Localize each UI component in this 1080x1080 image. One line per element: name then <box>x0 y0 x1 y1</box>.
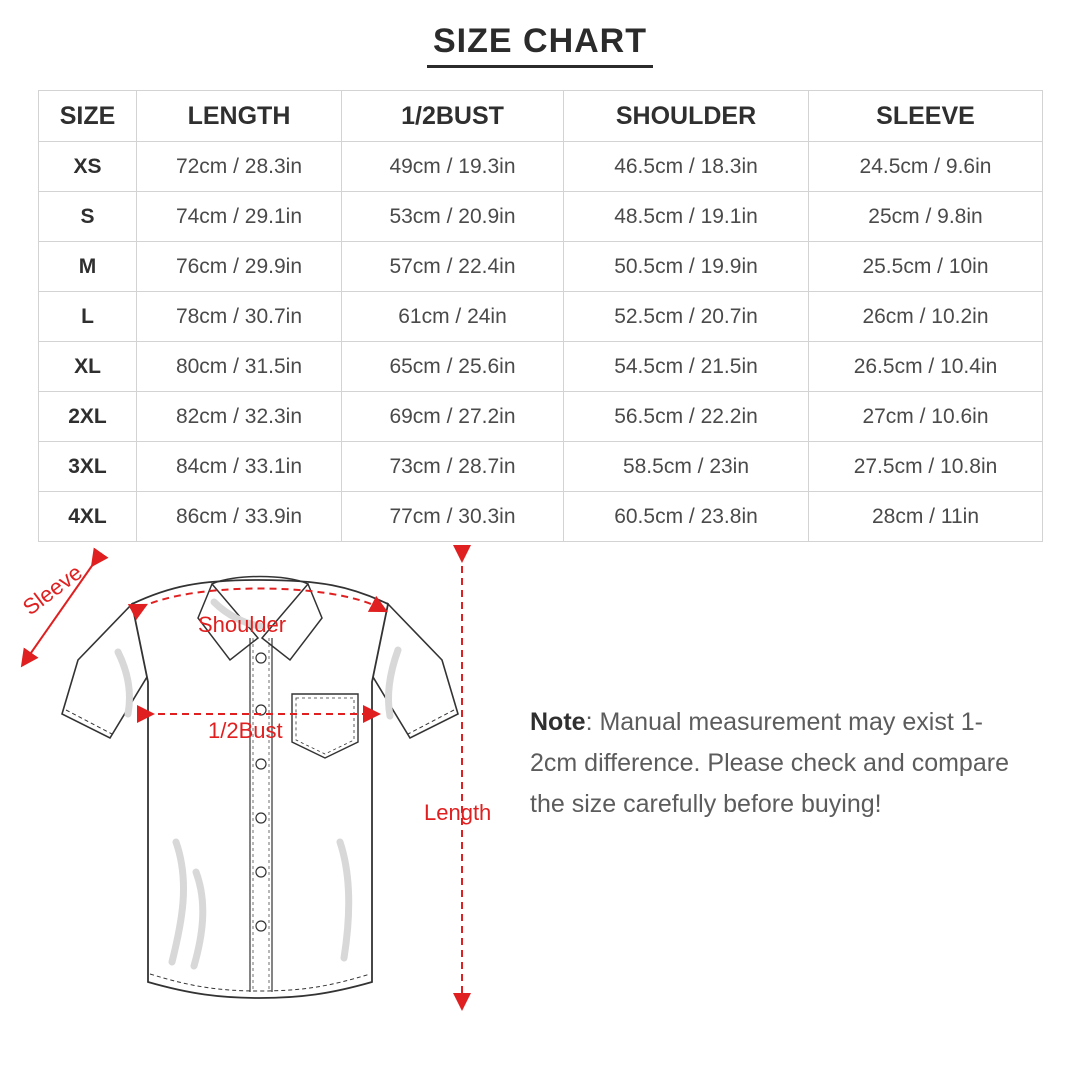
column-header-length: LENGTH <box>137 91 342 142</box>
cell-length: 84cm / 33.1in <box>137 442 342 492</box>
cell-sleeve: 24.5cm / 9.6in <box>809 142 1043 192</box>
cell-half-bust: 49cm / 19.3in <box>342 142 564 192</box>
column-header-size: SIZE <box>39 91 137 142</box>
table-header <box>39 91 1043 142</box>
table-header-row <box>39 91 1043 142</box>
cell-size: L <box>39 292 137 342</box>
cell-length: 74cm / 29.1in <box>137 192 342 242</box>
table-row <box>39 342 1043 392</box>
cell-shoulder: 48.5cm / 19.1in <box>564 192 809 242</box>
cell-shoulder: 56.5cm / 22.2in <box>564 392 809 442</box>
note-body: : Manual measurement may exist 1-2cm difference. Please check and compare the size carefully before buying! <box>530 708 1009 818</box>
page-title: SIZE CHART <box>427 22 653 68</box>
cell-half-bust: 69cm / 27.2in <box>342 392 564 442</box>
label-half-bust: 1/2Bust <box>208 718 283 743</box>
column-header-shoulder: SHOULDER <box>564 91 809 142</box>
shirt-illustration <box>62 577 458 999</box>
table-row <box>39 142 1043 192</box>
cell-shoulder: 50.5cm / 19.9in <box>564 242 809 292</box>
cell-sleeve: 25cm / 9.8in <box>809 192 1043 242</box>
size-chart-table <box>38 90 1043 542</box>
column-header-sleeve: SLEEVE <box>809 91 1043 142</box>
cell-half-bust: 61cm / 24in <box>342 292 564 342</box>
page-title-container <box>0 0 1080 68</box>
table-row <box>39 192 1043 242</box>
size-chart-table-container <box>38 90 1042 542</box>
cell-shoulder: 60.5cm / 23.8in <box>564 492 809 542</box>
cell-length: 86cm / 33.9in <box>137 492 342 542</box>
table-row <box>39 242 1043 292</box>
cell-sleeve: 27cm / 10.6in <box>809 392 1043 442</box>
measurement-diagram-section <box>0 542 1080 1072</box>
cell-sleeve: 26cm / 10.2in <box>809 292 1043 342</box>
cell-half-bust: 65cm / 25.6in <box>342 342 564 392</box>
table-row <box>39 492 1043 542</box>
cell-size: 3XL <box>39 442 137 492</box>
cell-size: XL <box>39 342 137 392</box>
label-shoulder: Shoulder <box>198 612 287 637</box>
cell-size: 4XL <box>39 492 137 542</box>
table-row <box>39 442 1043 492</box>
table-row <box>39 392 1043 442</box>
cell-size: XS <box>39 142 137 192</box>
label-length: Length <box>424 800 492 825</box>
cell-shoulder: 46.5cm / 18.3in <box>564 142 809 192</box>
cell-length: 80cm / 31.5in <box>137 342 342 392</box>
cell-shoulder: 54.5cm / 21.5in <box>564 342 809 392</box>
cell-length: 78cm / 30.7in <box>137 292 342 342</box>
cell-sleeve: 27.5cm / 10.8in <box>809 442 1043 492</box>
cell-sleeve: 25.5cm / 10in <box>809 242 1043 292</box>
cell-half-bust: 53cm / 20.9in <box>342 192 564 242</box>
table-body <box>39 142 1043 542</box>
cell-shoulder: 52.5cm / 20.7in <box>564 292 809 342</box>
cell-length: 72cm / 28.3in <box>137 142 342 192</box>
table-row <box>39 292 1043 342</box>
cell-size: 2XL <box>39 392 137 442</box>
cell-half-bust: 57cm / 22.4in <box>342 242 564 292</box>
cell-shoulder: 58.5cm / 23in <box>564 442 809 492</box>
cell-sleeve: 28cm / 11in <box>809 492 1043 542</box>
cell-size: S <box>39 192 137 242</box>
note-label: Note <box>530 708 586 736</box>
cell-length: 76cm / 29.9in <box>137 242 342 292</box>
cell-half-bust: 77cm / 30.3in <box>342 492 564 542</box>
cell-sleeve: 26.5cm / 10.4in <box>809 342 1043 392</box>
cell-half-bust: 73cm / 28.7in <box>342 442 564 492</box>
note-text <box>530 702 1030 825</box>
cell-length: 82cm / 32.3in <box>137 392 342 442</box>
cell-size: M <box>39 242 137 292</box>
label-sleeve: Sleeve <box>18 559 87 620</box>
column-header-half-bust: 1/2BUST <box>342 91 564 142</box>
